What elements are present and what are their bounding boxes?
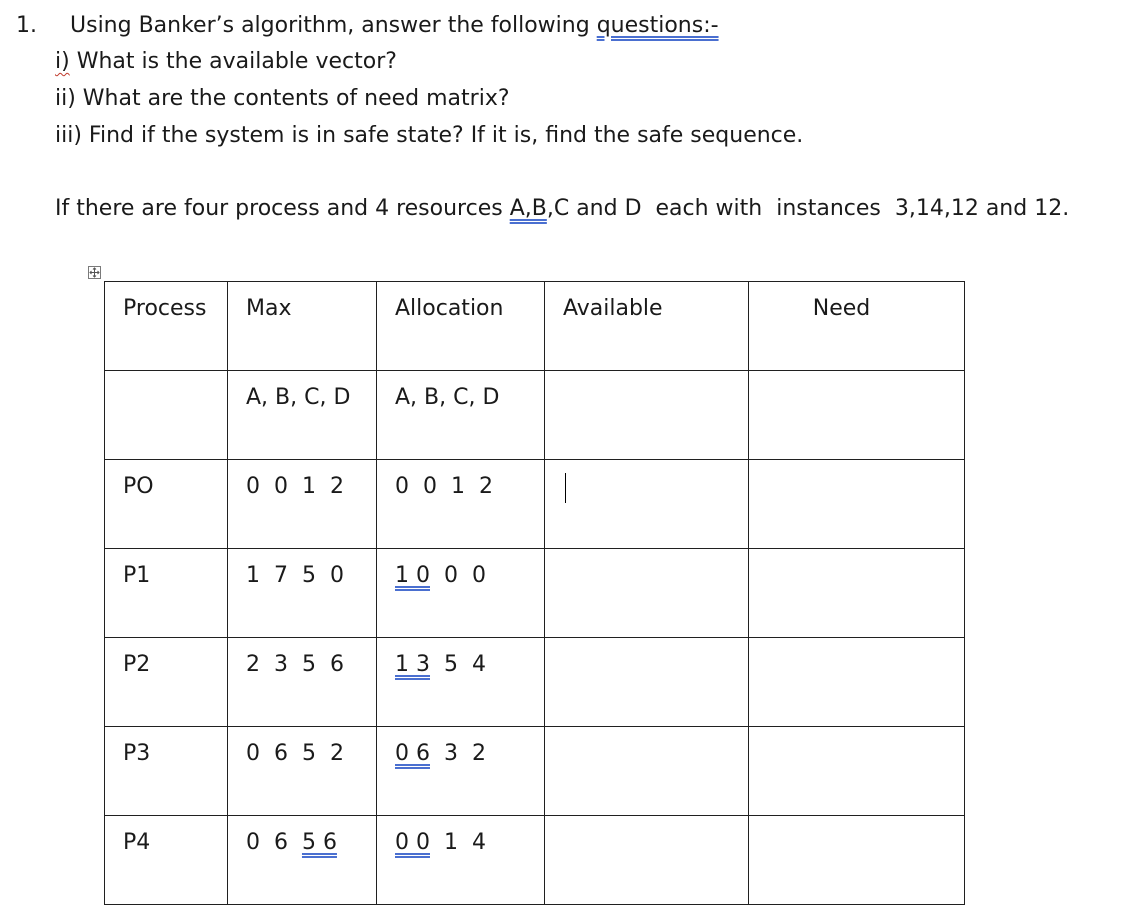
available-cell[interactable] (545, 727, 749, 816)
table-row (105, 638, 965, 727)
text-cursor (565, 473, 566, 503)
header-max[interactable]: Max (228, 282, 377, 371)
max-underlined: 5 6 (301, 830, 337, 855)
table-cell[interactable] (749, 371, 965, 460)
max-values[interactable]: 2 3 5 6 (228, 638, 377, 727)
max-values[interactable] (228, 816, 377, 905)
allocation-rest: 5 4 (430, 652, 486, 677)
max-plain: 0 6 (246, 830, 302, 855)
header-available[interactable]: Available (545, 282, 749, 371)
allocation-underlined: 0 0 (395, 830, 430, 855)
table-move-handle[interactable] (88, 266, 101, 279)
banker-table (104, 281, 965, 905)
allocation-underlined: 1 3 (395, 652, 430, 677)
title-underlined-text: questions:- (596, 13, 719, 38)
intro-underlined-text: A,B (509, 196, 547, 221)
available-cell[interactable] (545, 816, 749, 905)
table-header-row (105, 282, 965, 371)
header-process[interactable]: Process (105, 282, 228, 371)
need-cell[interactable] (749, 549, 965, 638)
allocation-values[interactable] (377, 727, 545, 816)
available-cell[interactable] (545, 549, 749, 638)
header-allocation[interactable]: Allocation (377, 282, 545, 371)
allocation-values[interactable] (377, 549, 545, 638)
allocation-values[interactable] (377, 638, 545, 727)
intro-text: If there are four process and 4 resources (55, 196, 510, 221)
table-row (105, 549, 965, 638)
process-name[interactable]: P1 (105, 549, 228, 638)
question-part-2: ii) What are the contents of need matrix? (55, 86, 510, 111)
need-cell[interactable] (749, 727, 965, 816)
allocation-rest: 0 0 1 2 (395, 474, 493, 499)
allocation-underlined: 1 0 (395, 563, 430, 588)
problem-statement (55, 195, 1069, 223)
available-cell[interactable] (545, 460, 749, 549)
max-values[interactable]: 0 0 1 2 (228, 460, 377, 549)
question-part-1 (55, 48, 397, 76)
intro-suffix: ,C and D each with instances 3,14,12 and 12. (546, 196, 1070, 221)
table-row (105, 816, 965, 905)
allocation-values[interactable] (377, 460, 545, 549)
available-cell[interactable] (545, 638, 749, 727)
table-cell[interactable] (105, 371, 228, 460)
allocation-rest: 1 4 (430, 830, 486, 855)
header-need[interactable]: Need (749, 282, 965, 371)
need-cell[interactable] (749, 460, 965, 549)
max-values[interactable]: 1 7 5 0 (228, 549, 377, 638)
question-title (70, 12, 719, 40)
question-part-3: iii) Find if the system is in safe state? If it is, find the safe sequence. (55, 123, 804, 148)
allocation-underlined: 0 6 (395, 741, 430, 766)
table-subheader-row (105, 371, 965, 460)
need-cell[interactable] (749, 816, 965, 905)
process-name[interactable]: P2 (105, 638, 228, 727)
q1-text: What is the available vector? (69, 49, 397, 74)
table-cell[interactable] (545, 371, 749, 460)
allocation-rest: 3 2 (430, 741, 486, 766)
question-number: 1. (16, 13, 37, 38)
process-name[interactable]: P3 (105, 727, 228, 816)
max-values[interactable]: 0 6 5 2 (228, 727, 377, 816)
allocation-values[interactable] (377, 816, 545, 905)
q1-marker: i) (55, 49, 70, 74)
table-row (105, 460, 965, 549)
allocation-rest: 0 0 (430, 563, 486, 588)
max-resource-labels[interactable]: A, B, C, D (228, 371, 377, 460)
move-cross-icon (89, 267, 100, 278)
table-row (105, 727, 965, 816)
process-name[interactable]: P4 (105, 816, 228, 905)
title-text: Using Banker’s algorithm, answer the following (70, 13, 597, 38)
need-cell[interactable] (749, 638, 965, 727)
allocation-resource-labels[interactable]: A, B, C, D (377, 371, 545, 460)
process-name[interactable]: PO (105, 460, 228, 549)
